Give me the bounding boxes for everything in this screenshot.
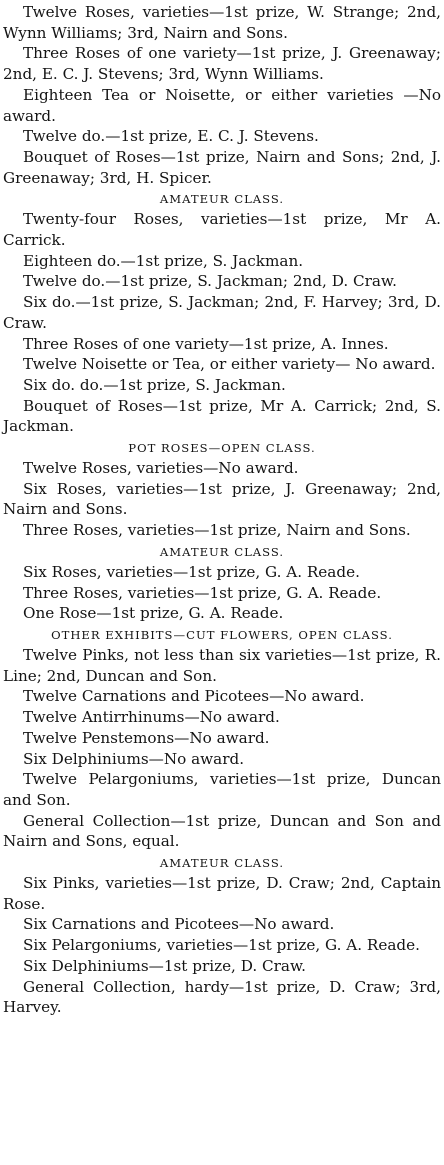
section-heading: AMATEUR CLASS. [159,856,285,871]
section-heading: POT ROSES—OPEN CLASS. [128,441,316,456]
result-entry: Six Pelargoniums, varieties—1st prize, G. A. Reade. [23,936,420,955]
result-entry: Eighteen do.—1st prize, S. Jackman. [23,251,304,270]
result-entry: Twelve Roses, varieties—1st prize, W. Strange; 2nd, Wynn Williams; 3rd, Nairn and Sons. [3,3,441,42]
result-entry: Six Roses, varieties—1st prize, J. Greenaway; 2nd, Nairn and Sons. [3,479,441,519]
result-entry: Twelve Carnations and Picotees—No award. [23,687,365,706]
result-entry: Three Roses of one variety—1st prize, A. Innes. [23,334,389,353]
result-entry: Twelve Noisette or Tea, or either variety— No award. [23,355,436,374]
result-entry: Six do. do.—1st prize, S. Jackman. [23,375,286,394]
result-entry: Twenty-four Roses, varieties—1st prize, Mr A. Carrick. [3,210,441,250]
section-heading: AMATEUR CLASS. [159,544,285,559]
result-entry: One Rose—1st prize, G. A. Reade. [23,604,284,623]
result-entry: General Collection—1st prize, Duncan and Son and Nairn and Sons, equal. [3,811,441,851]
result-entry: Bouquet of Roses—1st prize, Mr A. Carrick; 2nd, S. Jackman. [3,396,441,436]
result-entry: Three Roses, varieties—1st prize, Nairn and Sons. [23,521,411,540]
result-entry: Twelve Roses, varieties—No award. [23,459,299,478]
result-entry: Twelve do.—1st prize, S. Jackman; 2nd, D. Craw. [23,272,397,291]
result-entry: Bouquet of Roses—1st prize, Nairn and Sons; 2nd, J. Greenaway; 3rd, H. Spicer. [3,147,441,187]
result-entry: Six Delphiniums—1st prize, D. Craw. [23,956,306,975]
result-entry: Twelve Penstemons—No award. [23,728,270,747]
result-entry: Twelve Pelargoniums, varieties—1st prize, Duncan and Son. [3,770,441,809]
result-entry: Twelve do.—1st prize, E. C. J. Stevens. [23,127,319,146]
result-entry: Three Roses, varieties—1st prize, G. A. Reade. [23,583,382,602]
result-entry: Six Roses, varieties—1st prize, G. A. Reade. [23,562,360,581]
result-entry: Six Carnations and Picotees—No award. [23,915,335,934]
result-entry: Eighteen Tea or Noisette, or either varieties —No award. [3,85,441,125]
result-entry: Six Delphiniums—No award. [23,749,245,768]
result-entry: Six do.—1st prize, S. Jackman; 2nd, F. Harvey; 3rd, D. Craw. [3,293,441,332]
section-heading: AMATEUR CLASS. [159,192,285,207]
result-entry: Three Roses of one variety—1st prize, J. Greenaway; 2nd, E. C. J. Stevens; 3rd, Wynn Williams. [3,44,441,84]
result-entry: General Collection, hardy—1st prize, D. Craw; 3rd, Harvey. [3,977,441,1017]
result-entry: Twelve Antirrhinums—No award. [23,708,280,727]
section-heading: OTHER EXHIBITS—CUT FLOWERS, OPEN CLASS. [51,627,393,642]
result-entry: Twelve Pinks, not less than six varieties—1st prize, R. Line; 2nd, Duncan and Son. [3,645,441,685]
result-entry: Six Pinks, varieties—1st prize, D. Craw; 2nd, Captain Rose. [3,874,441,913]
